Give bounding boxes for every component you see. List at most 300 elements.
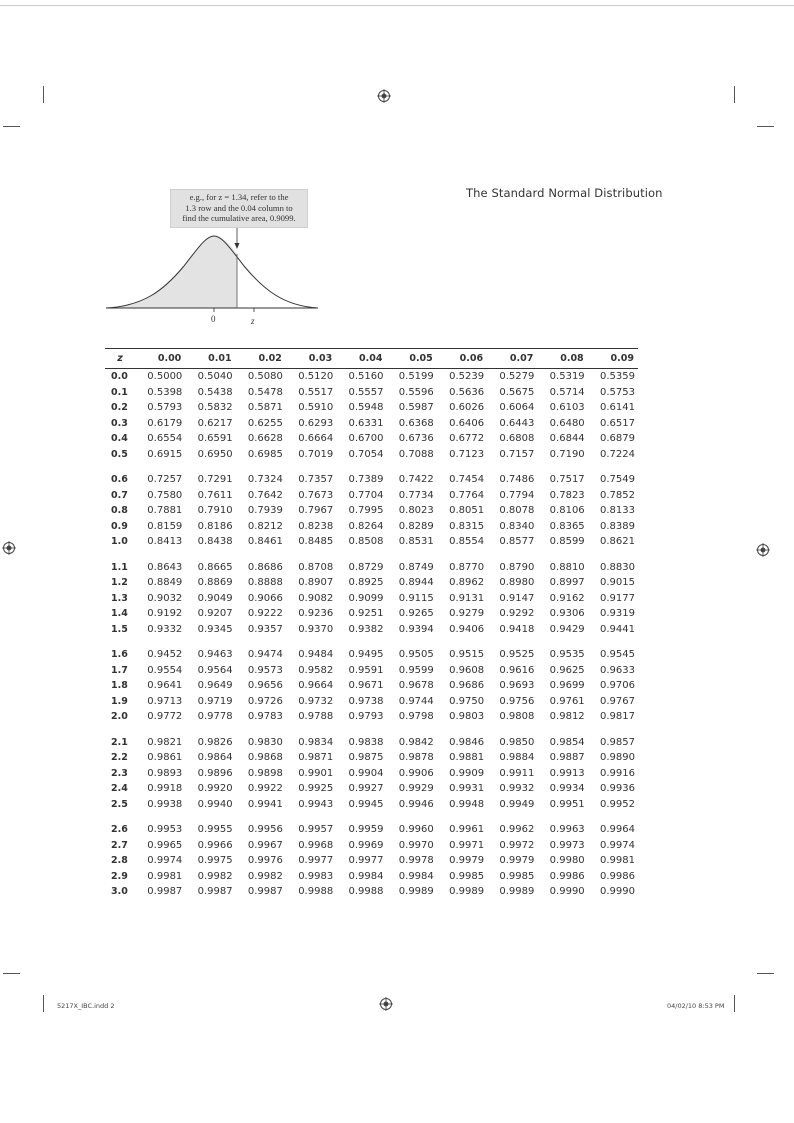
probability-cell: 0.9192 bbox=[147, 608, 183, 620]
probability-cell: 0.7324 bbox=[247, 474, 283, 486]
probability-cell: 0.9952 bbox=[600, 798, 635, 810]
probability-cell: 0.9608 bbox=[449, 664, 485, 676]
probability-cell: 0.9756 bbox=[499, 695, 535, 707]
probability-cell: 0.9554 bbox=[147, 664, 183, 676]
probability-cell: 0.8925 bbox=[348, 577, 384, 589]
probability-cell: 0.9925 bbox=[298, 783, 334, 795]
probability-cell: 0.9979 bbox=[499, 855, 535, 867]
probability-cell: 0.9803 bbox=[449, 711, 485, 723]
probability-cell: 0.9591 bbox=[348, 664, 384, 676]
probability-cell: 0.8770 bbox=[449, 561, 485, 573]
probability-cell: 0.8340 bbox=[499, 520, 535, 532]
probability-cell: 0.6255 bbox=[247, 417, 283, 429]
probability-cell: 0.9788 bbox=[298, 711, 334, 723]
header-col: 0.07 bbox=[487, 349, 537, 369]
probability-cell: 0.9049 bbox=[197, 592, 233, 604]
probability-cell: 0.9177 bbox=[600, 592, 635, 604]
probability-cell: 0.6915 bbox=[147, 448, 183, 460]
z-value-cell: 2.0 bbox=[111, 711, 128, 723]
probability-cell: 0.6443 bbox=[499, 417, 535, 429]
probability-cell: 0.7642 bbox=[247, 489, 283, 501]
probability-cell: 0.9332 bbox=[147, 623, 183, 635]
table-row bbox=[105, 447, 638, 463]
table-row bbox=[105, 735, 638, 751]
probability-cell: 0.6950 bbox=[197, 448, 233, 460]
probability-cell: 0.9452 bbox=[147, 649, 183, 661]
probability-cell: 0.9986 bbox=[600, 870, 635, 882]
probability-cell: 0.9909 bbox=[449, 767, 485, 779]
z-value-cell: 1.6 bbox=[111, 649, 128, 661]
probability-cell: 0.8665 bbox=[197, 561, 233, 573]
probability-cell: 0.9974 bbox=[600, 839, 635, 851]
probability-cell: 0.7704 bbox=[348, 489, 384, 501]
probability-cell: 0.7794 bbox=[499, 489, 535, 501]
probability-cell: 0.9989 bbox=[398, 886, 434, 898]
probability-cell: 0.9251 bbox=[348, 608, 384, 620]
z-value-cell: 2.1 bbox=[111, 736, 128, 748]
probability-cell: 0.7673 bbox=[298, 489, 334, 501]
probability-cell: 0.9846 bbox=[449, 736, 485, 748]
probability-cell: 0.9984 bbox=[348, 870, 384, 882]
probability-cell: 0.8238 bbox=[298, 520, 334, 532]
probability-cell: 0.7123 bbox=[449, 448, 485, 460]
table-row bbox=[105, 560, 638, 576]
z-value-cell: 0.7 bbox=[111, 489, 128, 501]
probability-cell: 0.5793 bbox=[147, 402, 183, 414]
probability-cell: 0.9535 bbox=[549, 649, 585, 661]
probability-cell: 0.9967 bbox=[247, 839, 283, 851]
probability-cell: 0.9463 bbox=[197, 649, 233, 661]
crop-mark-top-right-horizontal bbox=[757, 126, 774, 127]
probability-cell: 0.9292 bbox=[499, 608, 535, 620]
probability-cell: 0.9868 bbox=[247, 752, 283, 764]
probability-cell: 0.5398 bbox=[147, 386, 183, 398]
probability-cell: 0.7454 bbox=[449, 474, 485, 486]
probability-cell: 0.7852 bbox=[600, 489, 635, 501]
registration-mark-icon bbox=[377, 89, 391, 103]
probability-cell: 0.8849 bbox=[147, 577, 183, 589]
probability-cell: 0.9962 bbox=[499, 824, 535, 836]
probability-cell: 0.6331 bbox=[348, 417, 384, 429]
probability-cell: 0.9975 bbox=[197, 855, 233, 867]
probability-cell: 0.5239 bbox=[449, 371, 485, 383]
probability-cell: 0.5753 bbox=[600, 386, 635, 398]
probability-cell: 0.9429 bbox=[549, 623, 585, 635]
probability-cell: 0.9969 bbox=[348, 839, 384, 851]
probability-cell: 0.9988 bbox=[298, 886, 334, 898]
probability-cell: 0.9678 bbox=[398, 680, 434, 692]
probability-cell: 0.9913 bbox=[549, 767, 585, 779]
probability-cell: 0.9306 bbox=[549, 608, 585, 620]
normal-curve-diagram bbox=[104, 228, 320, 330]
header-row bbox=[105, 349, 638, 369]
probability-cell: 0.8686 bbox=[247, 561, 283, 573]
table-row bbox=[105, 766, 638, 782]
probability-cell: 0.9972 bbox=[499, 839, 535, 851]
probability-cell: 0.9938 bbox=[147, 798, 183, 810]
probability-cell: 0.9032 bbox=[147, 592, 183, 604]
probability-cell: 0.9798 bbox=[398, 711, 434, 723]
z-value-cell: 2.8 bbox=[111, 855, 128, 867]
probability-cell: 0.5199 bbox=[398, 371, 434, 383]
probability-cell: 0.9525 bbox=[499, 649, 535, 661]
probability-cell: 0.8708 bbox=[298, 561, 334, 573]
probability-cell: 0.6064 bbox=[499, 402, 535, 414]
table-row bbox=[105, 472, 638, 488]
probability-cell: 0.8643 bbox=[147, 561, 183, 573]
probability-cell: 0.9441 bbox=[600, 623, 635, 635]
probability-cell: 0.7611 bbox=[197, 489, 233, 501]
probability-cell: 0.6103 bbox=[549, 402, 585, 414]
probability-cell: 0.9987 bbox=[197, 886, 233, 898]
probability-cell: 0.9664 bbox=[298, 680, 334, 692]
table-row bbox=[105, 622, 638, 638]
z-value-cell: 1.1 bbox=[111, 561, 128, 573]
probability-cell: 0.9495 bbox=[348, 649, 384, 661]
group-spacer bbox=[105, 725, 638, 735]
probability-cell: 0.9099 bbox=[348, 592, 384, 604]
probability-cell: 0.8508 bbox=[348, 536, 384, 548]
probability-cell: 0.5948 bbox=[348, 402, 384, 414]
probability-cell: 0.9878 bbox=[398, 752, 434, 764]
z-value-cell: 1.3 bbox=[111, 592, 128, 604]
probability-cell: 0.7054 bbox=[348, 448, 384, 460]
z-value-cell: 2.9 bbox=[111, 870, 128, 882]
probability-cell: 0.9988 bbox=[348, 886, 384, 898]
probability-cell: 0.7157 bbox=[499, 448, 535, 460]
page-top-rule bbox=[0, 5, 794, 6]
z-value-cell: 0.1 bbox=[111, 386, 128, 398]
probability-cell: 0.5000 bbox=[147, 371, 183, 383]
group-spacer bbox=[105, 550, 638, 560]
z-value-cell: 2.2 bbox=[111, 752, 128, 764]
probability-cell: 0.9719 bbox=[197, 695, 233, 707]
probability-cell: 0.9713 bbox=[147, 695, 183, 707]
probability-cell: 0.5359 bbox=[600, 371, 635, 383]
probability-cell: 0.6985 bbox=[247, 448, 283, 460]
probability-cell: 0.7967 bbox=[298, 505, 334, 517]
probability-cell: 0.9842 bbox=[398, 736, 434, 748]
shaded-area bbox=[106, 236, 237, 308]
footer-file-name: 5217X_IBC.indd 2 bbox=[57, 1002, 115, 1010]
probability-cell: 0.7486 bbox=[499, 474, 535, 486]
probability-cell: 0.9974 bbox=[147, 855, 183, 867]
probability-cell: 0.8790 bbox=[499, 561, 535, 573]
probability-cell: 0.8869 bbox=[197, 577, 233, 589]
probability-cell: 0.5871 bbox=[247, 402, 283, 414]
z-value-cell: 2.7 bbox=[111, 839, 128, 851]
probability-cell: 0.9957 bbox=[298, 824, 334, 836]
probability-cell: 0.6591 bbox=[197, 433, 233, 445]
probability-cell: 0.7734 bbox=[398, 489, 434, 501]
crop-mark-bottom-right-vertical bbox=[734, 995, 735, 1012]
probability-cell: 0.9582 bbox=[298, 664, 334, 676]
table-row bbox=[105, 575, 638, 591]
probability-cell: 0.5160 bbox=[348, 371, 384, 383]
z-value-cell: 1.7 bbox=[111, 664, 128, 676]
z-value-cell: 3.0 bbox=[111, 886, 128, 898]
probability-cell: 0.7580 bbox=[147, 489, 183, 501]
probability-cell: 0.6217 bbox=[197, 417, 233, 429]
probability-cell: 0.9920 bbox=[197, 783, 233, 795]
probability-cell: 0.9706 bbox=[600, 680, 635, 692]
group-spacer bbox=[105, 637, 638, 647]
probability-cell: 0.9918 bbox=[147, 783, 183, 795]
probability-cell: 0.9896 bbox=[197, 767, 233, 779]
probability-cell: 0.9898 bbox=[247, 767, 283, 779]
probability-cell: 0.9599 bbox=[398, 664, 434, 676]
probability-cell: 0.9965 bbox=[147, 839, 183, 851]
probability-cell: 0.5319 bbox=[549, 371, 585, 383]
crop-mark-bottom-left-vertical bbox=[43, 995, 44, 1012]
probability-cell: 0.9616 bbox=[499, 664, 535, 676]
probability-cell: 0.6628 bbox=[247, 433, 283, 445]
probability-cell: 0.9817 bbox=[600, 711, 635, 723]
probability-cell: 0.9821 bbox=[147, 736, 183, 748]
probability-cell: 0.8554 bbox=[449, 536, 485, 548]
probability-cell: 0.8485 bbox=[298, 536, 334, 548]
probability-cell: 0.9931 bbox=[449, 783, 485, 795]
probability-cell: 0.9875 bbox=[348, 752, 384, 764]
probability-cell: 0.5675 bbox=[499, 386, 535, 398]
probability-cell: 0.9812 bbox=[549, 711, 585, 723]
probability-cell: 0.9955 bbox=[197, 824, 233, 836]
probability-cell: 0.9793 bbox=[348, 711, 384, 723]
probability-cell: 0.6293 bbox=[298, 417, 334, 429]
probability-cell: 0.8133 bbox=[600, 505, 635, 517]
probability-cell: 0.7823 bbox=[549, 489, 585, 501]
probability-cell: 0.7549 bbox=[600, 474, 635, 486]
probability-cell: 0.8023 bbox=[398, 505, 434, 517]
probability-cell: 0.7291 bbox=[197, 474, 233, 486]
probability-cell: 0.9949 bbox=[499, 798, 535, 810]
z-value-cell: 0.9 bbox=[111, 520, 128, 532]
probability-cell: 0.9236 bbox=[298, 608, 334, 620]
probability-cell: 0.8159 bbox=[147, 520, 183, 532]
table-row bbox=[105, 694, 638, 710]
probability-cell: 0.9649 bbox=[197, 680, 233, 692]
probability-cell: 0.9929 bbox=[398, 783, 434, 795]
probability-cell: 0.9966 bbox=[197, 839, 233, 851]
probability-cell: 0.9830 bbox=[247, 736, 283, 748]
probability-cell: 0.9162 bbox=[549, 592, 585, 604]
probability-cell: 0.9887 bbox=[549, 752, 585, 764]
probability-cell: 0.9979 bbox=[449, 855, 485, 867]
probability-cell: 0.9641 bbox=[147, 680, 183, 692]
probability-cell: 0.9147 bbox=[499, 592, 535, 604]
probability-cell: 0.9953 bbox=[147, 824, 183, 836]
probability-cell: 0.6517 bbox=[600, 417, 635, 429]
probability-cell: 0.5438 bbox=[197, 386, 233, 398]
probability-cell: 0.6026 bbox=[449, 402, 485, 414]
probability-cell: 0.9990 bbox=[600, 886, 635, 898]
probability-cell: 0.5040 bbox=[197, 371, 233, 383]
probability-cell: 0.9970 bbox=[398, 839, 434, 851]
probability-cell: 0.9986 bbox=[549, 870, 585, 882]
probability-cell: 0.9871 bbox=[298, 752, 334, 764]
table-row bbox=[105, 822, 638, 838]
probability-cell: 0.5279 bbox=[499, 371, 535, 383]
probability-cell: 0.9982 bbox=[247, 870, 283, 882]
axis-zero-label: 0 bbox=[211, 314, 216, 324]
probability-cell: 0.9941 bbox=[247, 798, 283, 810]
probability-cell: 0.8438 bbox=[197, 536, 233, 548]
probability-cell: 0.9850 bbox=[499, 736, 535, 748]
z-value-cell: 2.5 bbox=[111, 798, 128, 810]
probability-cell: 0.9545 bbox=[600, 649, 635, 661]
probability-cell: 0.9922 bbox=[247, 783, 283, 795]
probability-cell: 0.5636 bbox=[449, 386, 485, 398]
example-callout bbox=[170, 189, 308, 228]
probability-cell: 0.9564 bbox=[197, 664, 233, 676]
probability-cell: 0.7910 bbox=[197, 505, 233, 517]
z-value-cell: 0.3 bbox=[111, 417, 128, 429]
probability-cell: 0.9345 bbox=[197, 623, 233, 635]
probability-cell: 0.9279 bbox=[449, 608, 485, 620]
probability-cell: 0.9971 bbox=[449, 839, 485, 851]
probability-cell: 0.7224 bbox=[600, 448, 635, 460]
probability-cell: 0.9319 bbox=[600, 608, 635, 620]
crop-mark-bottom-left-horizontal bbox=[3, 973, 20, 974]
probability-cell: 0.8749 bbox=[398, 561, 434, 573]
table-row bbox=[105, 369, 638, 385]
probability-cell: 0.6844 bbox=[549, 433, 585, 445]
z-value-cell: 0.4 bbox=[111, 433, 128, 445]
table-row bbox=[105, 606, 638, 622]
probability-cell: 0.9484 bbox=[298, 649, 334, 661]
probability-cell: 0.9911 bbox=[499, 767, 535, 779]
probability-cell: 0.5120 bbox=[298, 371, 334, 383]
probability-cell: 0.9265 bbox=[398, 608, 434, 620]
probability-cell: 0.9015 bbox=[600, 577, 635, 589]
probability-cell: 0.9948 bbox=[449, 798, 485, 810]
probability-cell: 0.9115 bbox=[398, 592, 434, 604]
probability-cell: 0.5714 bbox=[549, 386, 585, 398]
probability-cell: 0.6700 bbox=[348, 433, 384, 445]
crop-mark-top-left-horizontal bbox=[3, 126, 20, 127]
probability-cell: 0.8264 bbox=[348, 520, 384, 532]
table-row bbox=[105, 884, 638, 900]
probability-cell: 0.7190 bbox=[549, 448, 585, 460]
probability-cell: 0.8729 bbox=[348, 561, 384, 573]
probability-cell: 0.5478 bbox=[247, 386, 283, 398]
probability-cell: 0.9977 bbox=[298, 855, 334, 867]
z-value-cell: 0.6 bbox=[111, 474, 128, 486]
probability-cell: 0.7257 bbox=[147, 474, 183, 486]
probability-cell: 0.9207 bbox=[197, 608, 233, 620]
probability-cell: 0.9515 bbox=[449, 649, 485, 661]
probability-cell: 0.9633 bbox=[600, 664, 635, 676]
probability-cell: 0.9686 bbox=[449, 680, 485, 692]
probability-cell: 0.8997 bbox=[549, 577, 585, 589]
probability-cell: 0.9783 bbox=[247, 711, 283, 723]
probability-cell: 0.8830 bbox=[600, 561, 635, 573]
probability-cell: 0.8461 bbox=[247, 536, 283, 548]
probability-cell: 0.8106 bbox=[549, 505, 585, 517]
probability-cell: 0.9505 bbox=[398, 649, 434, 661]
probability-cell: 0.6772 bbox=[449, 433, 485, 445]
z-value-cell: 1.8 bbox=[111, 680, 128, 692]
probability-cell: 0.8365 bbox=[549, 520, 585, 532]
crop-mark-top-right-vertical bbox=[734, 86, 735, 103]
page-title: The Standard Normal Distribution bbox=[466, 186, 663, 200]
probability-cell: 0.9980 bbox=[549, 855, 585, 867]
probability-cell: 0.9976 bbox=[247, 855, 283, 867]
probability-cell: 0.6736 bbox=[398, 433, 434, 445]
pointer-arrowhead bbox=[235, 243, 240, 249]
probability-cell: 0.9901 bbox=[298, 767, 334, 779]
probability-cell: 0.7995 bbox=[348, 505, 384, 517]
probability-cell: 0.5832 bbox=[197, 402, 233, 414]
probability-cell: 0.9981 bbox=[147, 870, 183, 882]
probability-cell: 0.9808 bbox=[499, 711, 535, 723]
z-value-cell: 0.5 bbox=[111, 448, 128, 460]
probability-cell: 0.9726 bbox=[247, 695, 283, 707]
probability-cell: 0.9977 bbox=[348, 855, 384, 867]
probability-cell: 0.8051 bbox=[449, 505, 485, 517]
probability-cell: 0.8531 bbox=[398, 536, 434, 548]
probability-cell: 0.9767 bbox=[600, 695, 635, 707]
probability-cell: 0.9945 bbox=[348, 798, 384, 810]
probability-cell: 0.7939 bbox=[247, 505, 283, 517]
probability-cell: 0.9406 bbox=[449, 623, 485, 635]
probability-cell: 0.9946 bbox=[398, 798, 434, 810]
probability-cell: 0.9474 bbox=[247, 649, 283, 661]
probability-cell: 0.9656 bbox=[247, 680, 283, 692]
probability-cell: 0.5080 bbox=[247, 371, 283, 383]
table-row bbox=[105, 678, 638, 694]
probability-cell: 0.8944 bbox=[398, 577, 434, 589]
probability-cell: 0.6368 bbox=[398, 417, 434, 429]
probability-cell: 0.9370 bbox=[298, 623, 334, 635]
probability-cell: 0.9973 bbox=[549, 839, 585, 851]
probability-cell: 0.8888 bbox=[247, 577, 283, 589]
probability-cell: 0.9861 bbox=[147, 752, 183, 764]
probability-cell: 0.9964 bbox=[600, 824, 635, 836]
group-spacer bbox=[105, 812, 638, 822]
probability-cell: 0.9778 bbox=[197, 711, 233, 723]
probability-cell: 0.7019 bbox=[298, 448, 334, 460]
probability-cell: 0.8212 bbox=[247, 520, 283, 532]
probability-cell: 0.5596 bbox=[398, 386, 434, 398]
probability-cell: 0.5557 bbox=[348, 386, 384, 398]
probability-cell: 0.9981 bbox=[600, 855, 635, 867]
probability-cell: 0.9987 bbox=[147, 886, 183, 898]
registration-mark-icon bbox=[379, 997, 393, 1011]
callout-line: 1.3 row and the 0.04 column to bbox=[185, 202, 293, 213]
probability-cell: 0.9418 bbox=[499, 623, 535, 635]
probability-cell: 0.9890 bbox=[600, 752, 635, 764]
probability-cell: 0.5987 bbox=[398, 402, 434, 414]
probability-cell: 0.8289 bbox=[398, 520, 434, 532]
probability-cell: 0.8389 bbox=[600, 520, 635, 532]
probability-cell: 0.9826 bbox=[197, 736, 233, 748]
probability-cell: 0.8621 bbox=[600, 536, 635, 548]
table-row bbox=[105, 781, 638, 797]
probability-cell: 0.9934 bbox=[549, 783, 585, 795]
probability-cell: 0.6179 bbox=[147, 417, 183, 429]
header-col: 0.06 bbox=[437, 349, 487, 369]
probability-cell: 0.9671 bbox=[348, 680, 384, 692]
probability-cell: 0.9838 bbox=[348, 736, 384, 748]
table-row bbox=[105, 797, 638, 813]
probability-cell: 0.9625 bbox=[549, 664, 585, 676]
probability-cell: 0.9943 bbox=[298, 798, 334, 810]
probability-cell: 0.9066 bbox=[247, 592, 283, 604]
probability-cell: 0.9982 bbox=[197, 870, 233, 882]
header-col: 0.03 bbox=[286, 349, 336, 369]
probability-cell: 0.9959 bbox=[348, 824, 384, 836]
